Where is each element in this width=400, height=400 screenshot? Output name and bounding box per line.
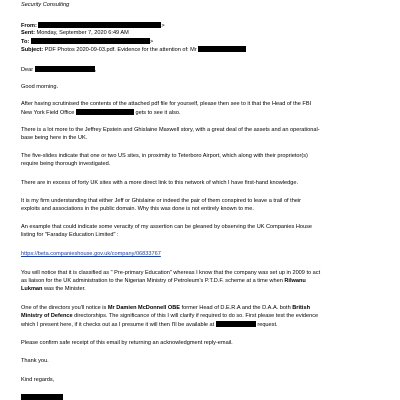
redaction-block (76, 109, 134, 115)
redaction-block (216, 321, 256, 327)
text-span: as liaison for the UK administration to the Nigerian Ministry of Petroleum's P.T.D.F. scheme at a time when (21, 278, 283, 284)
redaction-block (198, 46, 246, 52)
bold-name: Rilwanu (284, 278, 306, 284)
to-row (21, 38, 153, 46)
redaction-block (38, 22, 161, 28)
thanks-line: Thank you. (21, 358, 49, 364)
greeting: Good morning. (21, 84, 59, 90)
paragraph-line: There are in excess of forty UK sites with a more direct link to this network of which I have first-hand knowledge. (21, 180, 299, 186)
text-span: New York Field Office (21, 110, 75, 116)
bold-name: Mr Damien McDonnell OBE (107, 305, 180, 311)
paragraph-line: There is a lot more to the Jeffrey Epstein and Ghislaine Maxwell story, with a great deal of the assets and an operational- (21, 127, 320, 133)
bold-text: British (292, 305, 310, 311)
paragraph-line: It is my firm understanding that either Jeff or Ghislaine or indeed the pair of them conspired to leave a trail of their (21, 198, 302, 204)
paragraph-line: An example that could indicate some veracity of my assertion can be gleaned by observing the UK Companies House (21, 224, 313, 230)
sent-label: Sent: (21, 30, 35, 36)
paragraph-line (21, 109, 181, 117)
text-span: was the Minister. (44, 286, 86, 292)
companies-house-link[interactable]: https://beta.companieshouse.gov.uk/company/06833767 (21, 251, 161, 257)
paragraph-line: require being thorough investigated. (21, 161, 111, 167)
bold-name: Lukman (21, 286, 43, 292)
paragraph-line: The five-slides indicate that one or two US sites, in proximity to Teterboro Airport, which along with their proprietor(s) (21, 153, 308, 159)
bold-text: Ministry of Defence (21, 313, 73, 319)
dear-tail: , (94, 67, 97, 73)
from-label: From: (21, 23, 37, 29)
to-tail: > (149, 39, 154, 45)
paragraph-line (21, 313, 318, 320)
redaction-block (35, 66, 95, 72)
text-span: gets to see it also. (135, 110, 181, 116)
text-span: request. (257, 322, 278, 328)
paragraph-line: listing for "Faraday Education Limited" : (21, 232, 119, 238)
paragraph-line: base being here in the UK. (21, 135, 88, 141)
from-tail: > (161, 23, 165, 29)
text-span: which I present here, if it checks out as I presume it will then I'll be available at (21, 322, 215, 328)
paragraph-line (21, 321, 278, 329)
paragraph-line (21, 286, 86, 293)
dear-line (21, 66, 96, 74)
paragraph-line (21, 305, 310, 312)
dear-text: Dear (21, 67, 34, 73)
signature-company: Security Consulting (21, 2, 70, 8)
paragraph-line (21, 278, 306, 285)
text-span: former Head of D.E.R.A and the D.A.A. both (181, 305, 291, 311)
subject-value: PDF Photos 2020-09-03.pdf. Evidence for the attention of: Mr (44, 47, 197, 53)
redaction-block (21, 394, 63, 400)
redaction-block (31, 38, 150, 44)
sent-value: Monday, September 7, 2020 6:49 AM (36, 30, 129, 36)
to-label: To: (21, 39, 30, 45)
paragraph-line: After having scrutinised the contents of the attached pdf file for yourself, please then see to it that the Head of the FBI (21, 101, 312, 107)
text-span: One of the directors you'll notice is (21, 305, 107, 311)
regards-line: Kind regards, (21, 377, 55, 383)
paragraph-line: You will notice that it is classified as " Pre-primary Education" whereas I know that the company was set up in 2009 to act (21, 270, 321, 276)
subject-label: Subject: (21, 47, 44, 53)
text-span: directorships. The significance of this I will clarify if required to do so. First please test the evidence (74, 313, 319, 319)
paragraph-line: Please confirm safe receipt of this email by returning an acknowledgment reply-email. (21, 340, 233, 346)
from-row (21, 22, 165, 30)
paragraph-line: exploits and associations in the public domain. Why this was done is not entirely known to me. (21, 206, 254, 212)
subject-row (21, 46, 246, 54)
sent-row (21, 30, 129, 37)
